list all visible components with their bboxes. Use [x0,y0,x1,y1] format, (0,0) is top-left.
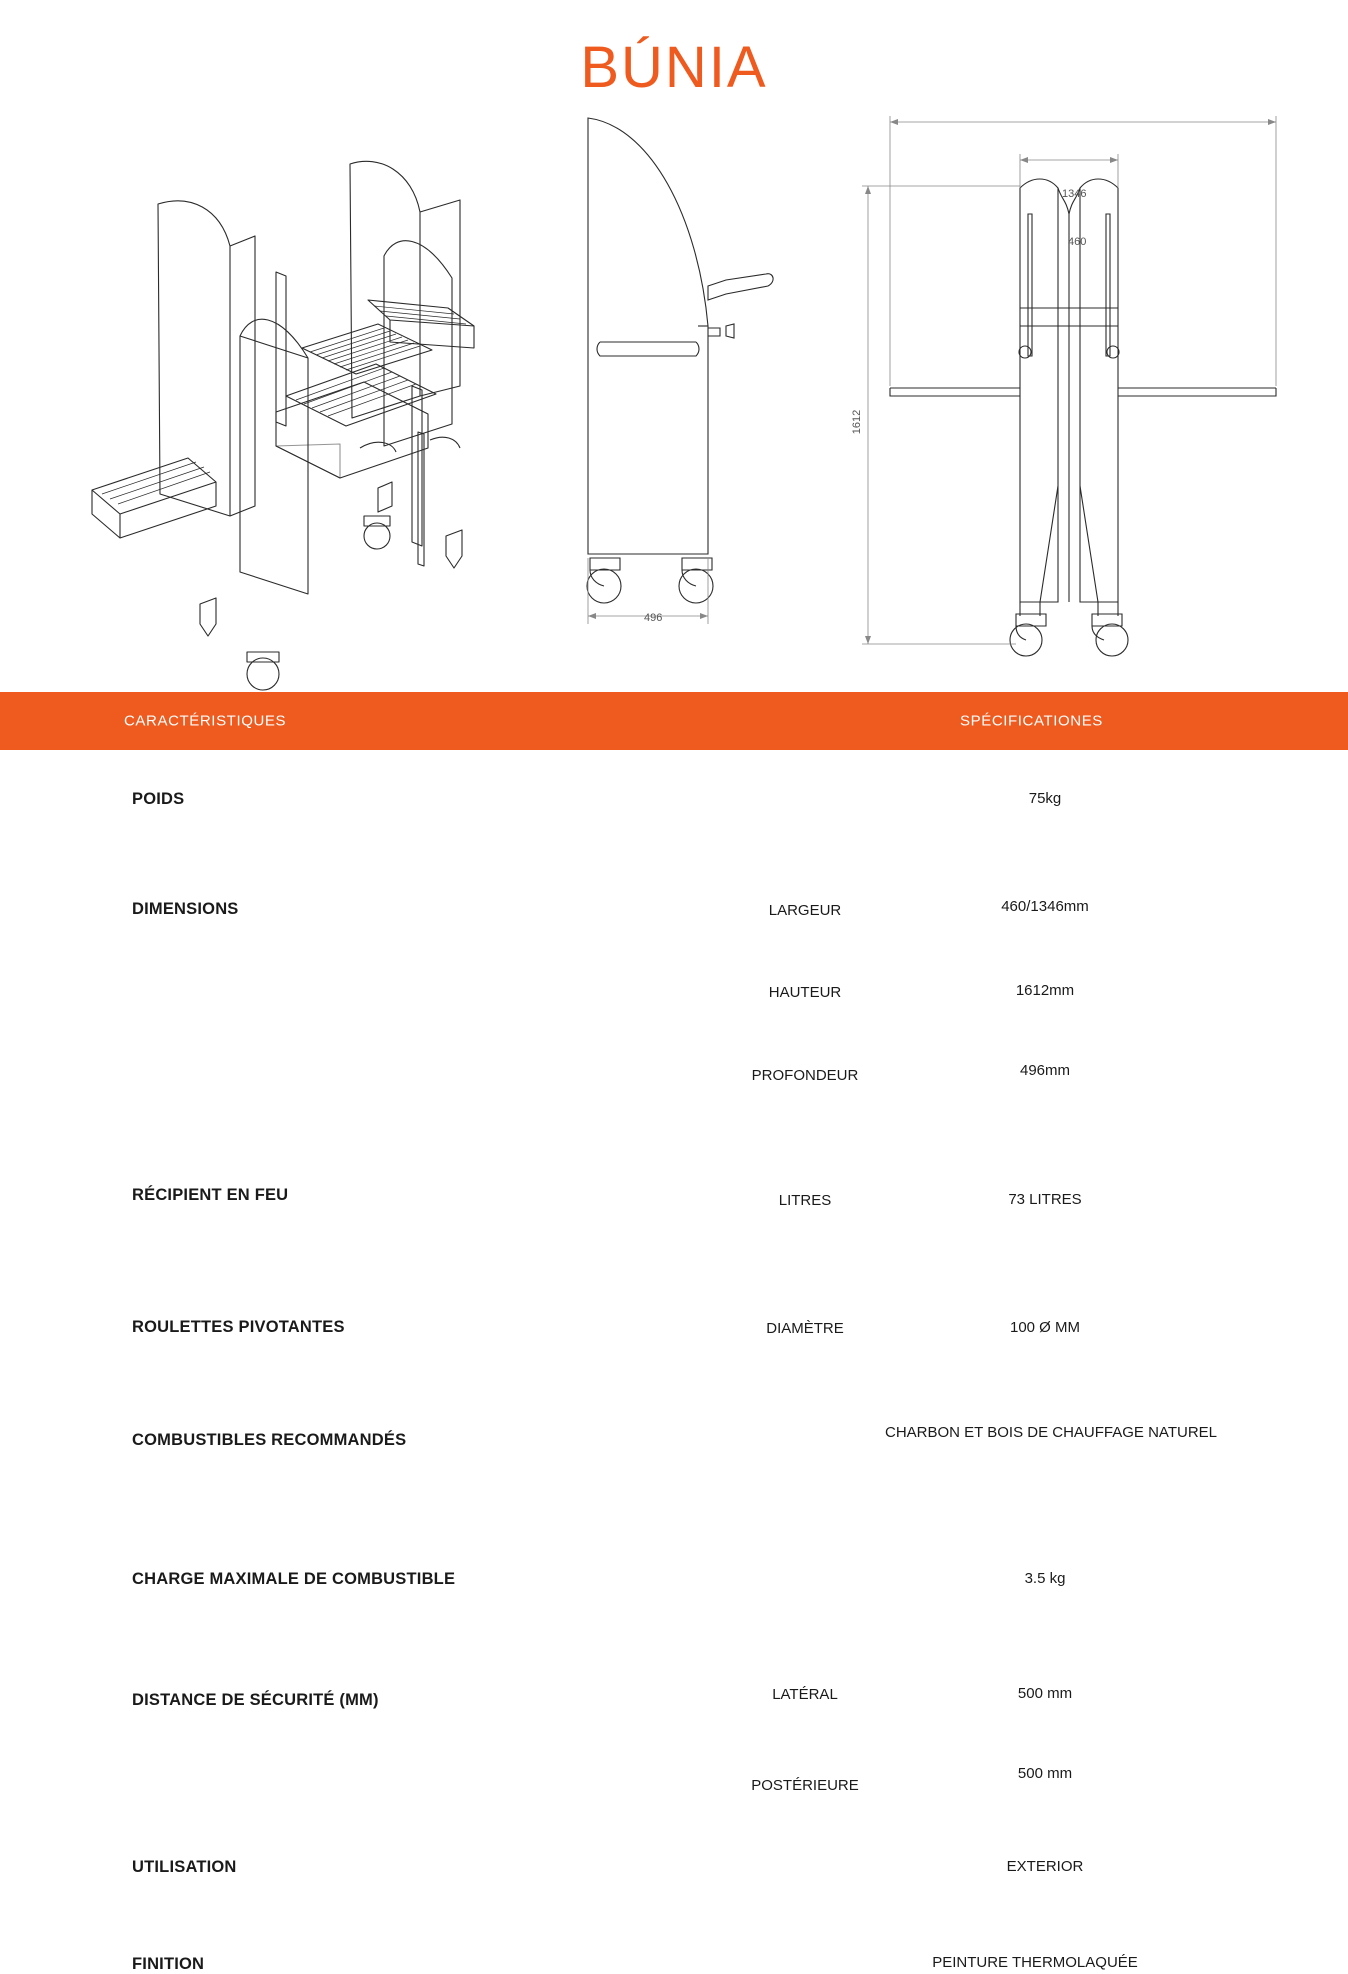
row-feature: FINITION [132,1955,205,1973]
row-feature: COMBUSTIBLES RECOMMANDÉS [132,1431,407,1449]
row-value: 460/1346mm [1001,898,1089,915]
row-value: 100 Ø MM [1009,1319,1081,1336]
row-feature: DIMENSIONS [132,900,239,918]
row-feature: ROULETTES PIVOTANTES [132,1318,345,1336]
header-characteristics: CARACTÉRISTIQUES [124,712,287,730]
header-specifications: SPÉCIFICATIONES [960,712,1103,730]
row-value: 3.5 kg [1024,1570,1066,1587]
row-sub: LITRES [778,1192,832,1209]
row-value: EXTERIOR [1006,1858,1084,1875]
row-feature: CHARGE MAXIMALE DE COMBUSTIBLE [132,1570,456,1588]
row-sub: PROFONDEUR [751,1067,859,1084]
row-feature: UTILISATION [132,1858,237,1876]
table-row [0,800,1348,919]
height-dimension-label: 1612 [851,409,864,435]
spec-table-body [0,750,1348,1973]
page-title: BÚNIA [580,35,768,100]
row-sub: DIAMÈTRE [766,1320,844,1337]
front-view-drawing [840,96,1310,676]
row-value: 500 mm [1017,1765,1073,1782]
inner-width-dimension-label: 460 [1068,236,1087,248]
row-value: PEINTURE THERMOLAQUÉE [932,1954,1138,1971]
row-value: 75kg [1028,790,1062,807]
depth-dimension-label: 496 [644,612,663,624]
row-value: 496mm [1019,1062,1071,1079]
row-feature: RÉCIPIENT EN FEU [132,1186,289,1204]
side-view-drawing [530,96,850,676]
row-value: 1612mm [1015,982,1075,999]
row-feature: DISTANCE DE SÉCURITÉ (MM) [132,1691,379,1709]
row-value: 73 LITRES [1008,1191,1082,1208]
table-row [0,750,1348,808]
row-feature: POIDS [132,790,185,808]
technical-drawings [0,96,1348,676]
row-sub: LARGEUR [768,902,842,919]
row-value: CHARBON ET BOIS DE CHAUFFAGE NATUREL [885,1424,1217,1441]
row-sub: HAUTEUR [768,984,842,1001]
row-sub: POSTÉRIEURE [751,1777,859,1794]
isometric-exploded-drawing [40,96,560,676]
row-sub: LATÉRAL [772,1686,838,1703]
overall-width-dimension-label: 1346 [1062,188,1087,200]
spec-table-header [0,692,1348,750]
row-value: 500 mm [1017,1685,1073,1702]
